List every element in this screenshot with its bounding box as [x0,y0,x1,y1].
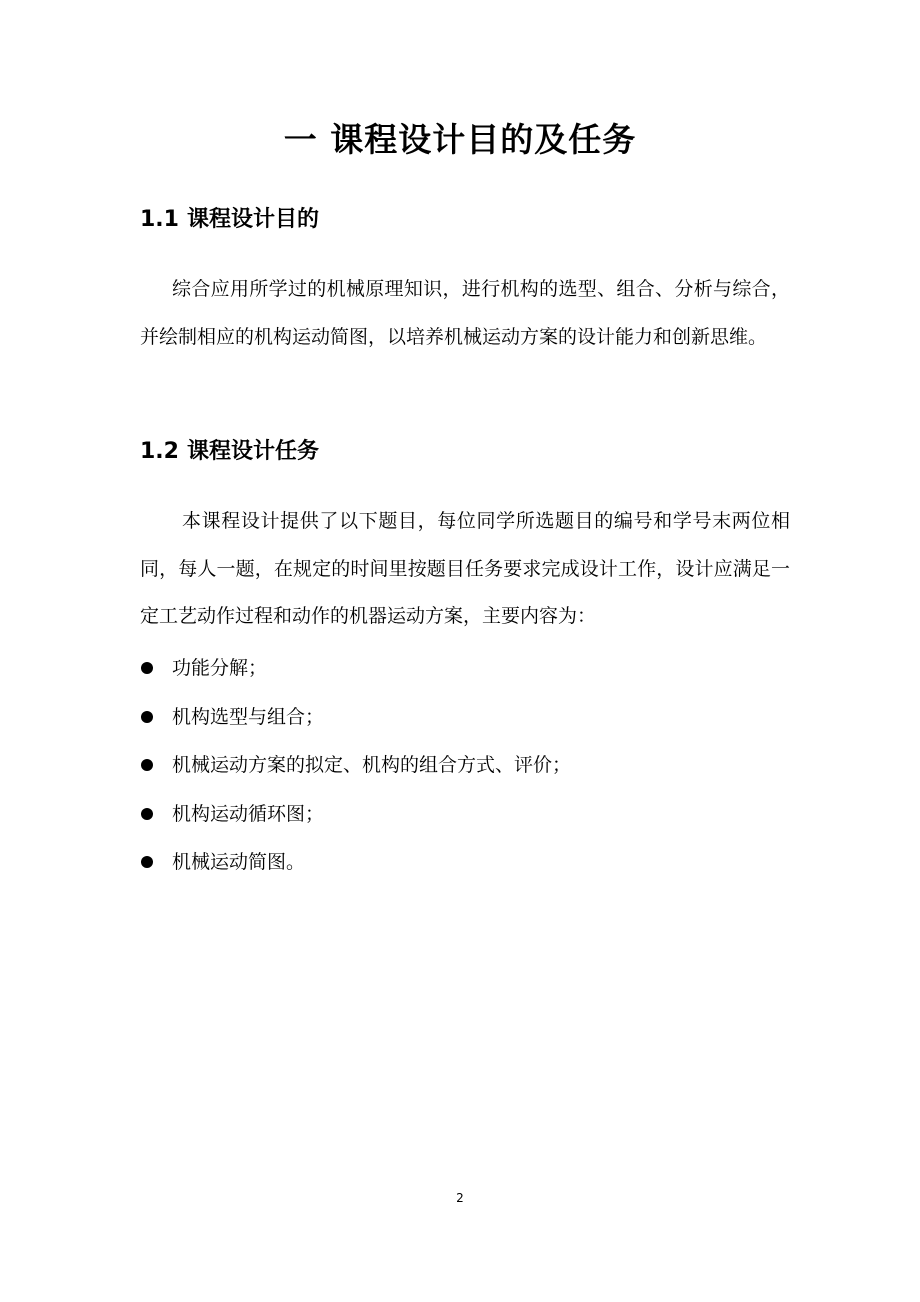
section-title: 课程设计目的 [186,207,319,232]
bullet-icon [141,759,153,771]
chapter-title: 一 课程设计目的及任务 [283,120,637,159]
bullet-icon [141,662,153,674]
page-number: 2 [456,1191,464,1205]
task-content-list [140,644,571,887]
list-item-text: 机构选型与组合； [172,705,325,728]
bullet-icon [141,808,153,820]
section-title: 课程设计任务 [186,439,319,464]
section-number: 1.2 [140,439,179,464]
list-item-text: 功能分解； [172,657,268,679]
list-item [140,838,571,887]
list-item [140,741,571,790]
purpose-paragraph: 综合应用所学过的机械原理知识，进行机构的选型、组合、分析与综合，并绘制相应的机构运动简图，以培养机械运动方案的设计能力和创新思维。 [140,278,790,348]
bullet-icon [141,711,153,723]
list-item-text: 机构运动循环图； [172,802,325,825]
list-item [140,644,571,693]
list-item [140,790,571,839]
list-item [140,693,571,742]
section-number: 1.1 [140,207,179,232]
list-item-text: 机械运动方案的拟定、机构的组合方式、评价； [172,754,572,776]
bullet-icon [141,856,153,868]
task-paragraph: 本课程设计提供了以下题目，每位同学所选题目的编号和学号末两位相同，每人一题，在规定的时间里按题目任务要求完成设计工作，设计应满足一定工艺动作过程和动作的机器运动方案，主要内容为： [140,510,790,627]
section-heading-1-1 [140,203,319,237]
list-item-text: 机械运动简图。 [172,851,306,873]
section-heading-1-2 [140,435,319,469]
